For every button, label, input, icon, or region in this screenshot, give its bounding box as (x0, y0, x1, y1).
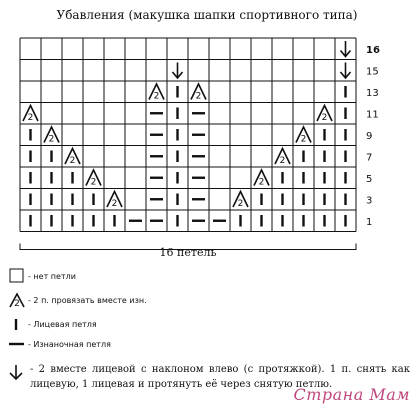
ssk-arrow-symbol (173, 63, 183, 79)
knit-stitch-icon (8, 316, 26, 332)
k2tog-purl-icon (8, 292, 26, 308)
svg-text:2: 2 (111, 199, 118, 209)
row-number: 11 (366, 109, 379, 121)
k2tog-purl-symbol (254, 170, 269, 188)
legend-item-empty (8, 268, 76, 284)
stitch-count-label: 16 петель (159, 246, 217, 259)
row-number: 16 (366, 44, 380, 56)
legend-label: - Лицевая петля (28, 319, 97, 329)
svg-text:2: 2 (153, 91, 160, 102)
legend-item-purl (8, 336, 111, 352)
row-number: 5 (366, 173, 373, 185)
k2tog-purl-symbol (65, 149, 80, 167)
ssk-arrow-symbol (341, 63, 351, 79)
row-number: 15 (366, 66, 379, 78)
svg-text:2: 2 (90, 177, 97, 188)
row-number: 1 (366, 216, 373, 228)
legend-label: - Изнаночная петля (28, 339, 111, 349)
legend-item-knit (8, 316, 97, 332)
row-number: 3 (366, 195, 373, 207)
svg-text:2: 2 (48, 134, 55, 145)
k2tog-purl-symbol (149, 84, 164, 102)
k2tog-purl-symbol (44, 127, 59, 145)
k2tog-purl-symbol (86, 170, 101, 188)
row-number: 13 (366, 87, 379, 99)
legend-label-arrow: - 2 вместе лицевой с наклоном влево (с протяжкой). 1 п. снять как лицевую, 1 лицевая и протянуть её через снятую петлю. (30, 364, 410, 390)
svg-text:2: 2 (69, 156, 76, 166)
legend-label: - нет петли (28, 271, 76, 281)
svg-text:2: 2 (258, 177, 265, 188)
k2tog-purl-symbol (107, 192, 122, 210)
svg-text:2: 2 (321, 113, 328, 123)
legend-item-k2tog (8, 292, 147, 308)
down-arrow-icon (8, 362, 26, 382)
k2tog-purl-symbol (23, 106, 38, 124)
ssk-arrow-symbol (341, 41, 351, 57)
svg-text:2: 2 (195, 91, 202, 102)
k2tog-purl-symbol (233, 192, 248, 210)
legend-item-arrow (8, 362, 28, 382)
svg-text:2: 2 (300, 134, 307, 145)
legend-label: - 2 п. провязать вместе изн. (28, 295, 147, 305)
svg-text:2: 2 (14, 299, 20, 308)
purl-stitch-icon (8, 336, 26, 352)
k2tog-purl-symbol (191, 84, 206, 102)
watermark-logo: Страна Мам (293, 385, 410, 404)
svg-text:2: 2 (279, 156, 286, 166)
chart-title: Убавления (макушка шапки спортивного типа) (56, 8, 358, 22)
row-number: 9 (366, 130, 373, 142)
row-number: 7 (366, 152, 373, 164)
k2tog-purl-symbol (275, 149, 290, 167)
k2tog-purl-symbol (317, 106, 332, 124)
k2tog-purl-symbol (296, 127, 311, 145)
empty-cell-icon (8, 268, 26, 284)
svg-text:2: 2 (237, 199, 244, 209)
svg-text:2: 2 (27, 113, 34, 123)
